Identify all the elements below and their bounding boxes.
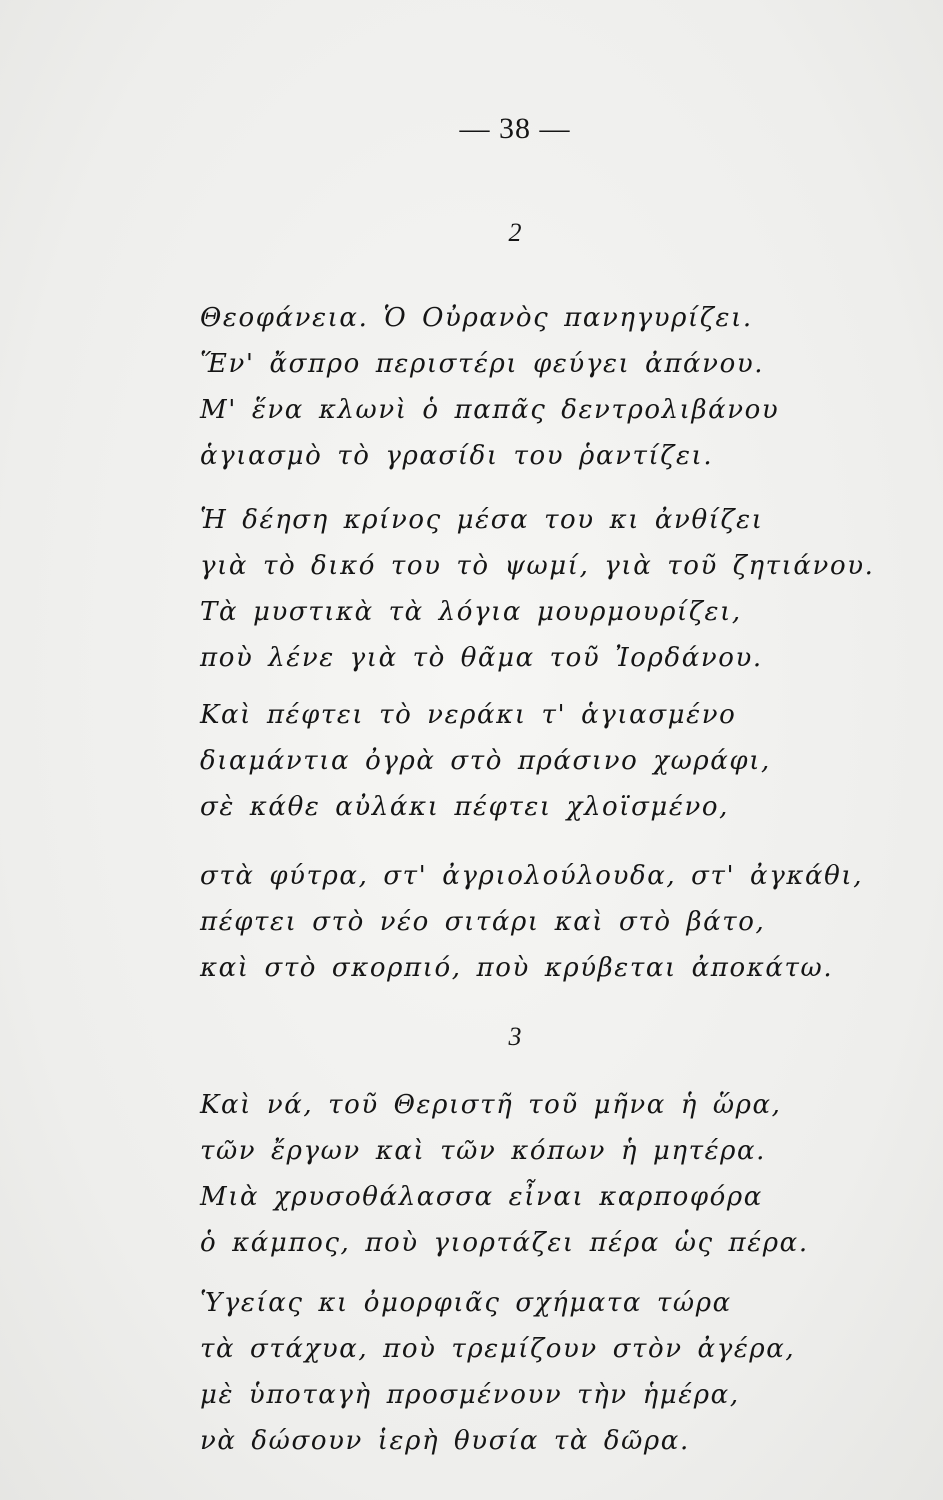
- stanza: [200, 497, 875, 681]
- poem-line: διαμάντια ὀγρὰ στὸ πράσινο χωράφι,: [200, 746, 771, 776]
- stanza: [200, 692, 771, 830]
- poem-line: Μιὰ χρυσοθάλασσα εἶναι καρποφόρα: [200, 1182, 763, 1212]
- stanza: [200, 1082, 809, 1266]
- section-number: 2: [508, 218, 522, 247]
- poem-line: ὁ κάμπος, ποὺ γιορτάζει πέρα ὡς πέρα.: [200, 1228, 809, 1258]
- poem-line: νὰ δώσουν ἱερὴ θυσία τὰ δῶρα.: [200, 1426, 690, 1456]
- poem-line: Ἕν' ἄσπρο περιστέρι φεύγει ἀπάνου.: [200, 349, 765, 379]
- poem-line: ποὺ λένε γιὰ τὸ θᾶμα τοῦ Ἰορδάνου.: [200, 643, 763, 673]
- poem-line: καὶ στὸ σκορπιό, ποὺ κρύβεται ἀποκάτω.: [200, 953, 834, 983]
- poem-line: Τὰ μυστικὰ τὰ λόγια μουρμουρίζει,: [200, 597, 742, 627]
- poem-line: Καὶ νά, τοῦ Θεριστῆ τοῦ μῆνα ἡ ὥρα,: [200, 1090, 782, 1120]
- page-number: — 38 —: [459, 112, 571, 145]
- poem-line: Μ' ἕνα κλωνὶ ὁ παπᾶς δεντρολιβάνου: [200, 395, 780, 425]
- stanza: [200, 1280, 795, 1464]
- poem-line: τῶν ἔργων καὶ τῶν κόπων ἡ μητέρα.: [200, 1136, 767, 1166]
- poem-line: ἁγιασμὸ τὸ γρασίδι του ῥαντίζει.: [200, 441, 714, 471]
- stanza: [200, 853, 863, 991]
- poem-line: μὲ ὑποταγὴ προσμένουν τὴν ἡμέρα,: [200, 1380, 740, 1410]
- poem-line: Ἡ δέηση κρίνος μέσα του κι ἀνθίζει: [200, 505, 764, 535]
- poem-line: Καὶ πέφτει τὸ νεράκι τ' ἁγιασμένο: [200, 700, 737, 730]
- poem-line: γιὰ τὸ δικό του τὸ ψωμί, γιὰ τοῦ ζητιάνου.: [200, 551, 875, 581]
- poem-line: τὰ στάχυα, ποὺ τρεμίζουν στὸν ἀγέρα,: [200, 1334, 796, 1364]
- section-number: 3: [508, 1022, 522, 1051]
- poem-line: Ὑγείας κι ὀμορφιᾶς σχήματα τώρα: [200, 1288, 732, 1318]
- poem-line: πέφτει στὸ νέο σιτάρι καὶ στὸ βάτο,: [200, 907, 766, 937]
- poem-line: σὲ κάθε αὐλάκι πέφτει χλοϊσμένο,: [200, 792, 729, 822]
- poem-line: Θεοφάνεια. Ὁ Οὐρανὸς πανηγυρίζει.: [200, 303, 753, 333]
- poem-line: στὰ φύτρα, στ' ἀγριολούλουδα, στ' ἀγκάθι,: [200, 861, 864, 891]
- stanza: [200, 295, 779, 479]
